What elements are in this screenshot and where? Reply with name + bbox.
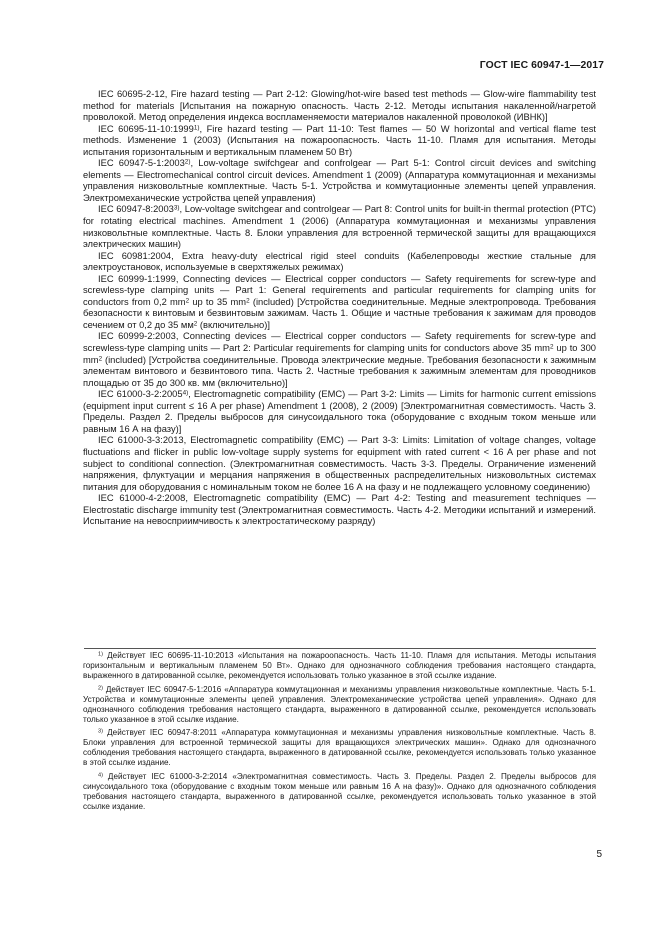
- reference-text: IEC 60695-11-10:1999: [98, 123, 194, 134]
- superscript: 2: [246, 297, 250, 305]
- reference-text: IEC 60981:2004, Extra heavy-duty electrical rigid steel conduits (Кабелепроводы жесткие стальные для электроустановок, используемые в сверхтяжелых режимах): [83, 250, 596, 273]
- reference-text: , Low-voltage switchgear and controlgear — Part 8: Control units for built-in thermal protection (PTC) for rotating electrical machines. Amendment 1 (2006) (Аппаратура коммутационная и механизмы управления низковольтные комплектные. Часть 8. Блоки управления для встроенной термической защиты для вращающихся электрических машин): [83, 204, 596, 250]
- footnote: [83, 651, 596, 681]
- footnote-separator: [84, 648, 596, 649]
- reference-text: (включительно)]: [197, 319, 270, 330]
- reference-text: IEC 61000-3-2:2005: [98, 389, 183, 400]
- footnote-mark: 4): [98, 772, 103, 779]
- reference-entry: [83, 89, 596, 124]
- footnote-mark[interactable]: 4): [182, 389, 189, 397]
- footnote-mark: 3): [98, 728, 103, 735]
- reference-text: IEC 61000-3-3:2013, Electromagnetic compatibility (EMC) — Part 3-3: Limits: Limitation of voltage changes, voltage fluctuations and flicker in public low-voltage supply systems for equipment with rated current < 16 A per phase and not subject to conditional connection. (Электромагнитная совместимость. Часть 3-3. Пределы. Ограничение изменений напряжения, флуктуации и мерцания напряжения в общественных распределительных низковольтных системах питания для оборудования с номинальным током не более 16 А на фазу и не подлежащего условному соединению): [83, 435, 596, 492]
- footnote-mark: 1): [98, 651, 103, 658]
- reference-text: up to 35 mm: [189, 296, 247, 307]
- footnote-mark[interactable]: 3): [173, 204, 180, 212]
- footnote-text: Действует IEC 60947-5-1:2016 «Аппаратура коммутационная и механизмы управления низковольтные комплектные. Часть 5-1. Устройства и коммутационные элементы цепей управления. Электромеханические устройства цепей управления». Однако для однозначного соблюдения требования настоящего стандарта, выраженного в датированной ссылке, рекомендуется использовать только указанное в этой ссылке издание.: [83, 684, 596, 724]
- reference-entry: [83, 331, 596, 389]
- footnote-mark[interactable]: 2): [184, 158, 191, 166]
- superscript: 2: [193, 320, 198, 328]
- reference-text: (included) [Устройства соединительные. Провода электрические медные. Требования безопасности к зажимным элементам винтового и безвинтового типа. Часть 2. Частные требования к зажимным элементам для проводников площадью от 35 до 300 кв. мм (включительно)]: [83, 354, 596, 388]
- reference-text: IEC 60999-1:1999, Connecting devices — Electrical copper conductors — Safety requirements for screw-type and screwless-type clamping units — Part 1: General requirements and particular requirements for clamping units for conductors from 0,2 mm: [83, 273, 596, 307]
- reference-entry: [83, 124, 596, 159]
- footnotes: [83, 651, 596, 815]
- superscript: 2: [185, 297, 190, 305]
- footnote-text: Действует IEC 60695-11-10:2013 «Испытания на пожароопасность. Часть 11-10. Пламя для испытания. Методы испытания горизонтальным и вертикальным пламенем 50 Вт». Однако для однозначного соблюдения требования настоящего стандарта, выраженного в датированной ссылке, рекомендуется использовать только указанное в этой ссылке издание.: [83, 651, 596, 680]
- reference-entry: [83, 435, 596, 493]
- footnote-text: Действует IEC 60947-8:2011 «Аппаратура коммутационная и механизмы управления низковольтные комплектные. Часть 8. Блоки управления для встроенной термической защиты для вращающихся электрических машин». Однако для однозначного соблюдения требования настоящего стандарта, выраженного в датированной ссылке, рекомендуется использовать только указанное в этой ссылке издание.: [83, 728, 596, 767]
- reference-text: , Low-voltage swifchgear and confrolgear — Part 5-1: Control circuit devices and switching elements — Electromechanical control circuit devices. Amendment 1 (2009) (Аппаратура коммутационная и механизмы управления низковольтные комплектные. Часть 5-1. Устройства и коммутационные элементы цепей управления. Электромеханические устройства цепей управления): [83, 158, 596, 203]
- reference-entry: [83, 389, 596, 435]
- reference-text: IEC 60695-2-12, Fire hazard testing — Part 2-12: Glowing/hot-wire based test methods — Glow-wire flammability test method for materials [Испытания на пожарную опасность. Часть 2-12. Методы испытания накаленной/нагретой проволокой. Метод определения индекса воспламеняемости материалов накаленной проволокой (ИВНК)]: [83, 89, 596, 123]
- reference-entry: [83, 158, 596, 204]
- reference-text: (included) [Устройства соединительные. Медные электропровода. Требования безопасности к винтовым и безвинтовым зажимам. Часть 1. Общие и частные требования к зажимам для проводов сечением от 0,2 до 35 мм: [83, 296, 596, 330]
- superscript: 2: [98, 354, 103, 362]
- reference-text: IEC 60947-8:2003: [98, 204, 174, 215]
- reference-entry: [83, 204, 596, 250]
- footnote-mark[interactable]: 1): [193, 123, 200, 131]
- reference-text: up to 300 mm: [83, 343, 596, 365]
- reference-text: , Fire hazard testing — Part 11-10: Test flames — 50 W horizontal and vertical flame test methods. Изменение 1 (2003) (Испытания на пожароопасность. Часть 11-10. Пламя для испытания. Методы испытания горизонтальным и вертикальным пламенем 50 Вт): [83, 123, 596, 157]
- reference-entry: [83, 274, 596, 332]
- reference-entry: [83, 493, 596, 528]
- page-number: 5: [596, 849, 602, 860]
- page-header-title: ГОСТ IEC 60947-1—2017: [479, 60, 604, 71]
- superscript: 2: [549, 343, 554, 351]
- reference-entry: [83, 251, 596, 274]
- footnote-mark: 2): [98, 685, 103, 692]
- reference-text: IEC 60999-2:2003, Connecting devices — Electrical copper conductors — Safety requirements for screw-type and screwless-type clamping units — Part 2: Particular requirements for clamping units for conductors above 35 mm: [83, 331, 596, 354]
- footnote: [83, 685, 596, 725]
- reference-text: , Electromagnetic compatibility (EMC) — Part 3-2: Limits — Limits for harmonic current emissions (equipment input current ≤ 16 A per phase) Amendment 1 (2008), 2 (2009) [Электромагнитная совместимость. Часть 3. Пределы. Раздел 2. Пределы выбросов для синусоидального тока (оборудование с входным током меньше или равным 16 А на фазу)]: [83, 389, 596, 434]
- footnote-text: Действует IEC 61000-3-2:2014 «Электромагнитная совместимость. Часть 3. Пределы. Раздел 2. Пределы выбросов для синусоидального тока (оборудование с входным током меньше или равным 16 А на фазу)». Однако для однозначного соблюдения требования настоящего стандарта, выраженного в датированной ссылке, рекомендуется использовать только указанное в этой ссылке издание.: [83, 771, 596, 811]
- footnote: [83, 772, 596, 812]
- references-list: [83, 89, 596, 528]
- footnote: [83, 728, 596, 768]
- reference-text: IEC 60947-5-1:2003: [98, 158, 185, 169]
- reference-text: IEC 61000-4-2:2008, Electromagnetic compatibility (EMC) — Part 4-2: Testing and measurement techniques — Electrostatic discharge immunity test (Электромагнитная совместимость. Часть 4-2. Методики испытаний и измерений. Испытание на невосприимчивость к электростатическому разряду): [83, 493, 596, 527]
